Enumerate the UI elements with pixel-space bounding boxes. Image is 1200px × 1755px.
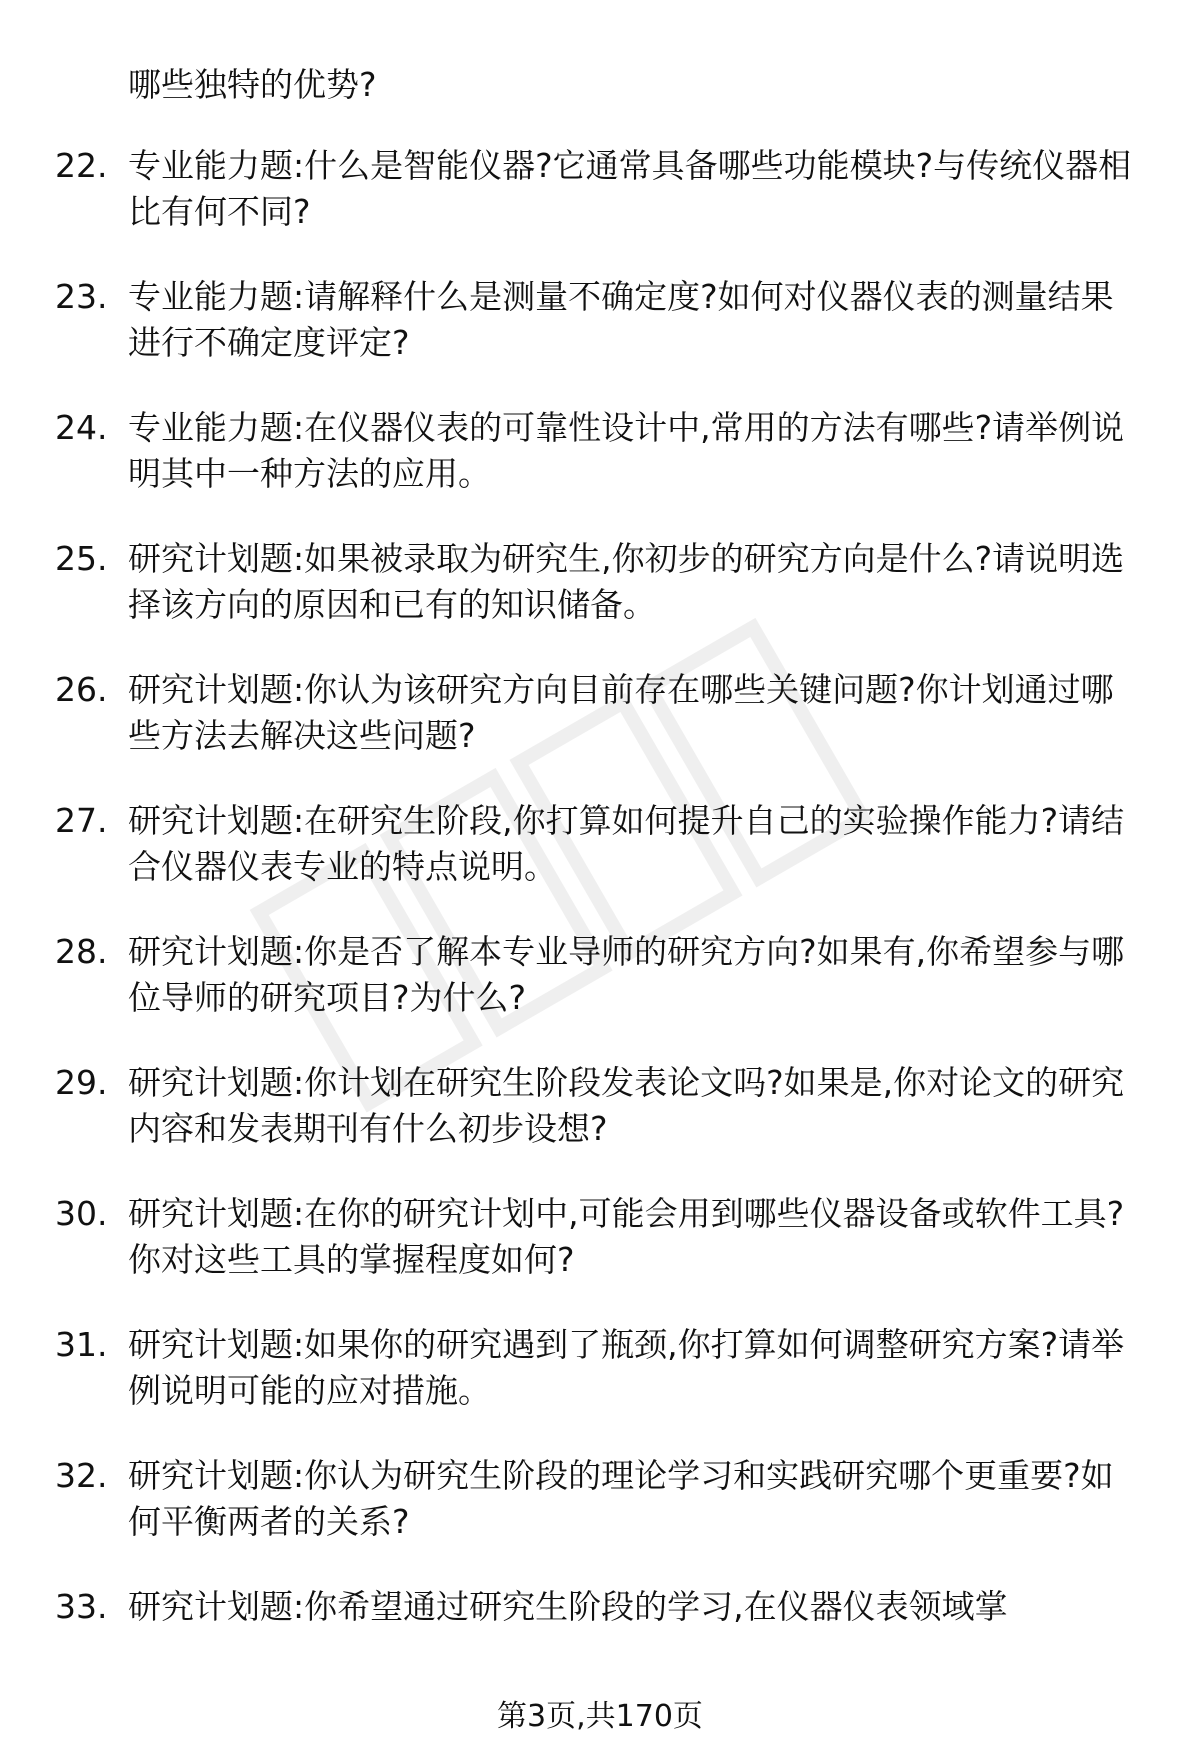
question-number: 22. (55, 146, 108, 185)
question-item (0, 1322, 1200, 1453)
question-item (0, 1453, 1200, 1584)
question-body (128, 536, 1138, 628)
question-number: 33. (55, 1587, 108, 1626)
question-body (128, 667, 1138, 759)
question-category: 研究计划题: (128, 801, 305, 840)
question-number: 30. (55, 1194, 108, 1233)
question-category: 专业能力题: (128, 277, 305, 316)
question-text: 如果被录取为研究生,你初步的研究方向是什么?请说明选择该方向的原因和已有的知识储备。 (128, 539, 1125, 624)
question-body (128, 1584, 1138, 1630)
question-text: 请解释什么是测量不确定度?如何对仪器仪表的测量结果进行不确定度评定? (128, 277, 1114, 362)
question-text: 如果你的研究遇到了瓶颈,你打算如何调整研究方案?请举例说明可能的应对措施。 (128, 1325, 1125, 1410)
question-number: 26. (55, 670, 108, 709)
question-text: 你认为该研究方向目前存在哪些关键问题?你计划通过哪些方法去解决这些问题? (128, 670, 1114, 755)
question-item (0, 1191, 1200, 1322)
question-body (128, 798, 1138, 890)
question-text: 你是否了解本专业导师的研究方向?如果有,你希望参与哪位导师的研究项目?为什么? (128, 932, 1125, 1017)
question-category: 研究计划题: (128, 1063, 305, 1102)
question-item (0, 143, 1200, 274)
question-category: 研究计划题: (128, 1587, 305, 1626)
question-item (0, 1584, 1200, 1715)
question-text: 在研究生阶段,你打算如何提升自己的实验操作能力?请结合仪器仪表专业的特点说明。 (128, 801, 1125, 886)
question-number: 23. (55, 277, 108, 316)
question-category: 研究计划题: (128, 1194, 305, 1233)
question-item (0, 667, 1200, 798)
question-body (128, 405, 1138, 497)
question-text: 你希望通过研究生阶段的学习,在仪器仪表领域掌 (304, 1587, 1008, 1626)
question-number: 28. (55, 932, 108, 971)
question-item (0, 274, 1200, 405)
question-category: 专业能力题: (128, 408, 305, 447)
question-category: 研究计划题: (128, 1456, 305, 1495)
question-body (128, 274, 1138, 366)
page-footer: 第3页,共170页 (497, 1699, 703, 1734)
question-body (128, 1060, 1138, 1152)
question-category: 专业能力题: (128, 146, 305, 185)
question-item (0, 798, 1200, 929)
question-number: 25. (55, 539, 108, 578)
question-body (128, 1322, 1138, 1414)
question-item (0, 1060, 1200, 1191)
question-text: 你认为研究生阶段的理论学习和实践研究哪个更重要?如何平衡两者的关系? (128, 1456, 1114, 1541)
question-text: 什么是智能仪器?它通常具备哪些功能模块?与传统仪器相比有何不同? (128, 146, 1132, 231)
question-item (0, 929, 1200, 1060)
question-text: 在仪器仪表的可靠性设计中,常用的方法有哪些?请举例说明其中一种方法的应用。 (128, 408, 1125, 493)
question-number: 27. (55, 801, 108, 840)
question-number: 32. (55, 1456, 108, 1495)
question-body (128, 1453, 1138, 1545)
question-item (0, 405, 1200, 536)
question-number: 24. (55, 408, 108, 447)
question-item (0, 536, 1200, 667)
question-category: 研究计划题: (128, 670, 305, 709)
question-text: 你计划在研究生阶段发表论文吗?如果是,你对论文的研究内容和发表期刊有什么初步设想? (128, 1063, 1125, 1148)
question-body (128, 929, 1138, 1021)
question-body (128, 1191, 1138, 1283)
question-category: 研究计划题: (128, 539, 305, 578)
question-number: 31. (55, 1325, 108, 1364)
question-category: 研究计划题: (128, 1325, 305, 1364)
continuation-text: 哪些独特的优势? (128, 65, 377, 104)
question-list (0, 143, 1200, 1715)
question-category: 研究计划题: (128, 932, 305, 971)
question-text: 在你的研究计划中,可能会用到哪些仪器设备或软件工具?你对这些工具的掌握程度如何? (128, 1194, 1125, 1279)
question-body (128, 143, 1138, 235)
question-number: 29. (55, 1063, 108, 1102)
